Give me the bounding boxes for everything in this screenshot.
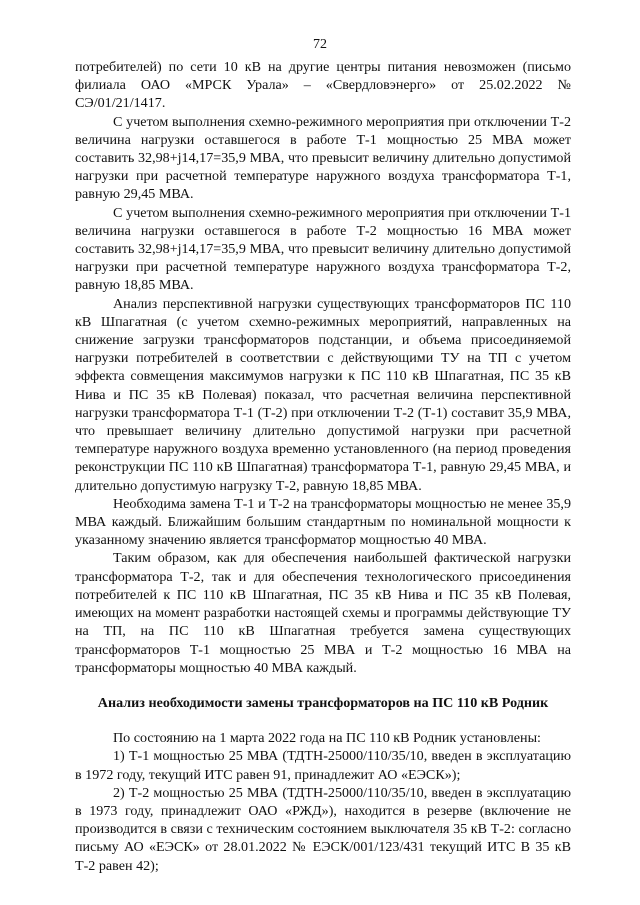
paragraph: Анализ перспективной нагрузки существующих трансформаторов ПС 110 кВ Шпагатная (с учетом схемно-режимных мероприятий, направленных на снижение загрузки трансформаторов подстанции, и объема присоединяемой нагрузки потребителей в соответствии с действующими ТУ на ТП с учетом эффекта совмещения максимумов нагрузки к ПС 110 кВ Шпагатная, ПС 35 кВ Нива и ПС 35 кВ Полевая) показал, что расчетная величина перспективной нагрузки трансформатора Т-1 (Т-2) при отключении Т-2 (Т-1) составит 35,9 МВА, что превышает величину длительно допустимой нагрузки при расчетной температуре наружного воздуха временно установленного (на период проведения реконструкции ПС 110 кВ Шпагатная) трансформатора Т-1, равную 29,45 МВА, и длительно допустимую нагрузку Т-2, равную 18,85 МВА. xyxy=(75,295,571,494)
list-item: 1) Т-1 мощностью 25 МВА (ТДТН-25000/110/35/10, введен в эксплуатацию в 1972 году, текущий ИТС равен 91, принадлежит АО «ЕЭСК»); xyxy=(75,748,571,783)
page-number: 72 xyxy=(313,37,327,52)
paragraph: С учетом выполнения схемно-режимного мероприятия при отключении Т-1 величина нагрузки оставшегося в работе Т-2 мощностью 16 МВА может составить 32,98+j14,17=35,9 МВА, что превысит величину длительно допустимой нагрузки при расчетной температуре наружного воздуха трансформатора Т-2, равную 18,85 МВА. xyxy=(75,204,571,294)
paragraph: По состоянию на 1 марта 2022 года на ПС 110 кВ Родник установлены: xyxy=(113,730,541,747)
document-body xyxy=(75,58,571,875)
paragraph: потребителей) по сети 10 кВ на другие центры питания невозможен (письмо филиала ОАО «МРСК Урала» – «Свердловэнерго» от 25.02.2022 № СЭ/01/21/1417. xyxy=(75,59,571,112)
section-heading: Анализ необходимости замены трансформаторов на ПС 110 кВ Родник xyxy=(97,694,549,711)
paragraph: С учетом выполнения схемно-режимного мероприятия при отключении Т-2 величина нагрузки оставшегося в работе Т-1 мощностью 25 МВА может составить 32,98+j14,17=35,9 МВА, что превысит величину длительно допустимой нагрузки при расчетной температуре наружного воздуха трансформатора Т-1, равную 29,45 МВА. xyxy=(75,113,571,203)
list-item: 2) Т-2 мощностью 25 МВА (ТДТН-25000/110/35/10, введен в эксплуатацию в 1973 году, принадлежит ОАО «РЖД»), находится в резерве (включение не производится в связи с техническим состоянием выключателя 35 кВ Т-2: согласно письму АО «ЕЭСК» от 28.01.2022 № ЕЭСК/001/123/431 текущий ИТС В 35 кВ Т-2 равен 42); xyxy=(75,784,571,874)
paragraph: Необходима замена Т-1 и Т-2 на трансформаторы мощностью не менее 35,9 МВА каждый. Ближайшим большим стандартным по номинальной мощности к указанному значению является трансформатор мощностью 40 МВА. xyxy=(75,495,571,549)
paragraph: Таким образом, как для обеспечения наибольшей фактической нагрузки трансформатора Т-2, так и для обеспечения технологического присоединения потребителей к ПС 110 кВ Шпагатная, ПС 35 кВ Нива и ПС 35 кВ Полевая, имеющих на момент разработки настоящей схемы и программы действующие ТУ на ТП, на ПС 110 кВ Шпагатная требуется замена существующих трансформаторов Т-1 мощностью 25 МВА и Т-2 мощностью 16 МВА на трансформаторы мощностью 40 МВА каждый. xyxy=(75,550,571,676)
